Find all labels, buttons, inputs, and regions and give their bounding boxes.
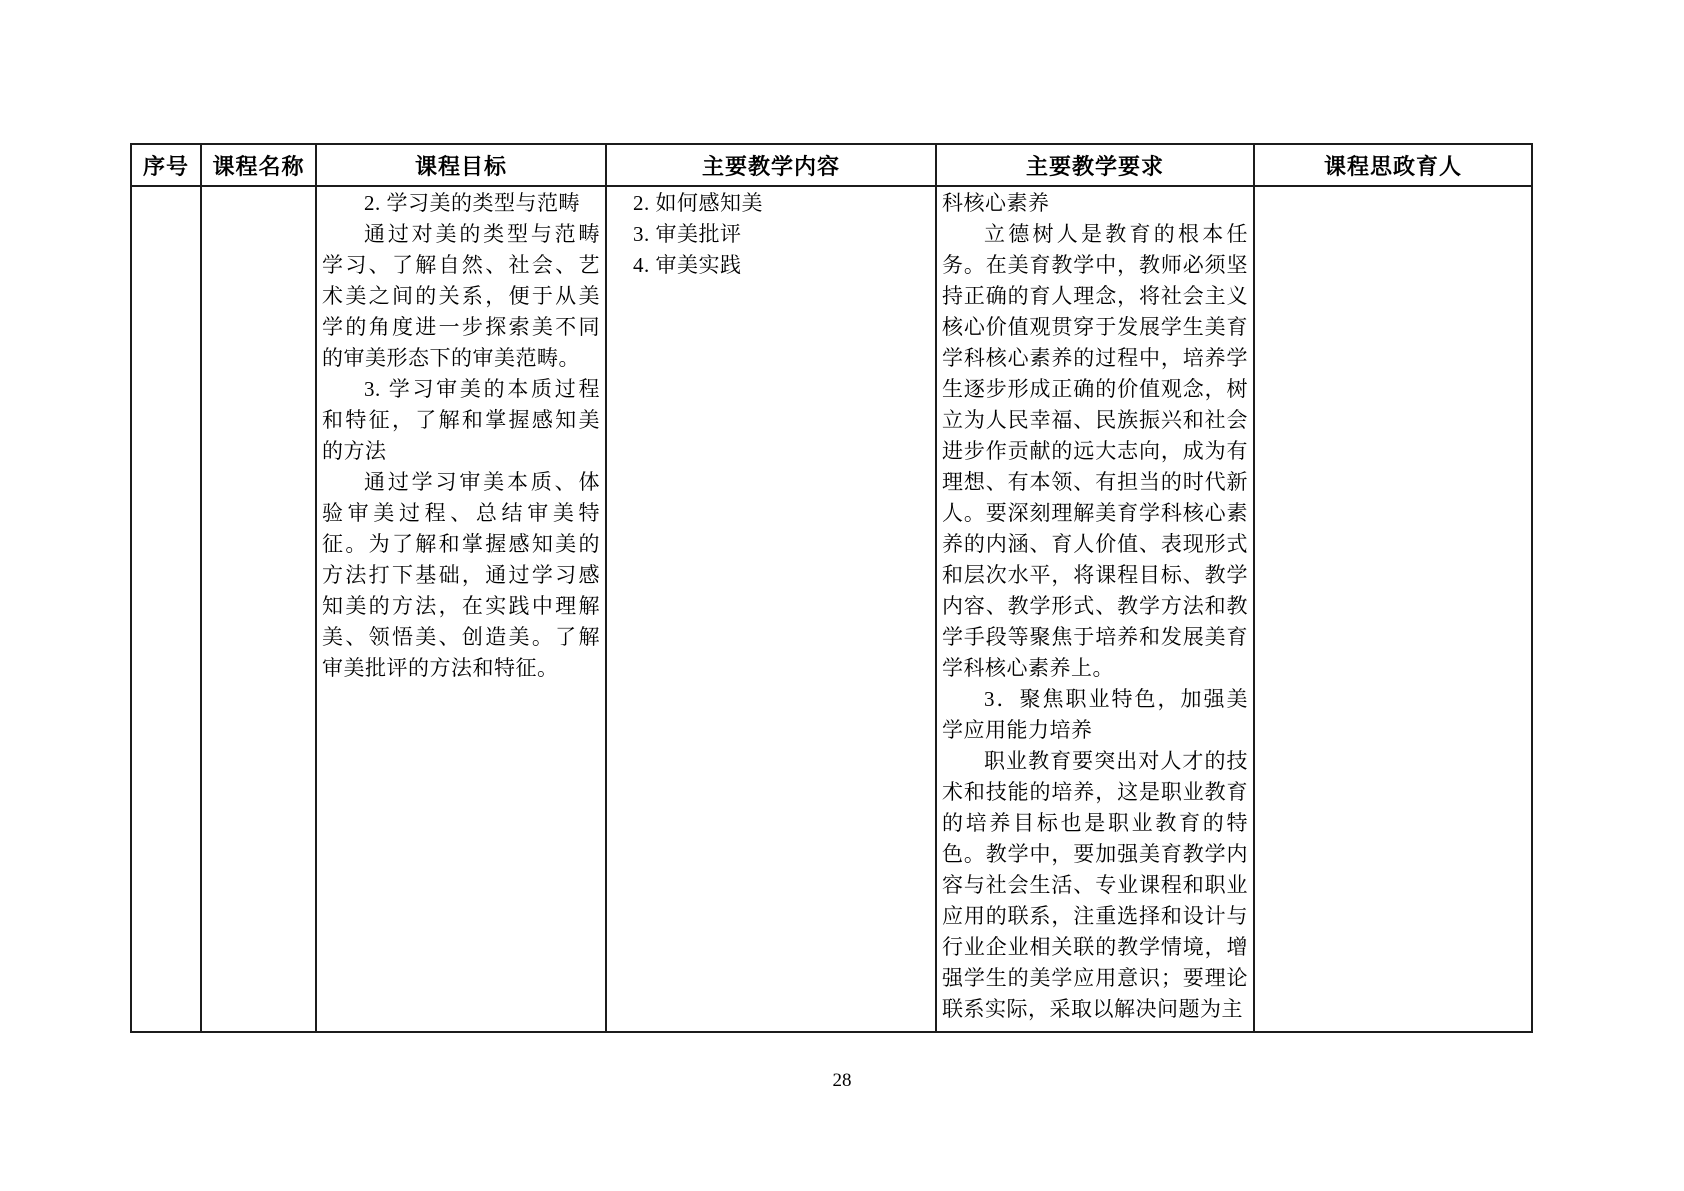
requirement-paragraph: 立德树人是教育的根本任务。在美育教学中，教师必须坚持正确的育人理念，将社会主义核心价值观贯穿于发展学生美育学科核心素养的过程中，培养学生逐步形成正确的价值观念，树立为人民幸福、民族振兴和社会进步作贡献的远大志向，成为有理想、有本领、有担当的时代新人。要深刻理解美育学科核心素养的内涵、育人价值、表现形式和层次水平，将课程目标、教学内容、教学形式、教学方法和教学手段等聚焦于培养和发展美育学科核心素养上。 (942, 222, 1248, 680)
header-course-objectives: 课程目标 (317, 145, 607, 187)
objective-heading: 3. 学习审美的本质过程和特征，了解和掌握感知美的方法 (322, 377, 600, 463)
requirement-paragraph: 职业教育要突出对人才的技术和技能的培养，这是职业教育的培养目标也是职业教育的特色。教学中，要加强美育教学内容与社会生活、专业课程和职业应用的联系，注重选择和设计与行业企业相关联的教学情境，增强学生的美学应用意识；要理论联系实际，采取以解决问题为主 (942, 749, 1248, 1021)
requirement-continuation-line: 科核心素养 (942, 191, 1050, 215)
header-course-name: 课程名称 (202, 145, 317, 187)
teaching-content-item: 4. 审美实践 (633, 253, 742, 277)
cell-teaching-requirements (937, 187, 1255, 1031)
objective-paragraph: 通过学习审美本质、体验审美过程、总结审美特征。为了解和掌握感知美的方法打下基础，通过学习感知美的方法，在实践中理解美、领悟美、创造美。了解审美批评的方法和特征。 (322, 470, 600, 680)
cell-course-name (202, 187, 317, 1031)
page-number: 28 (832, 1070, 852, 1091)
course-syllabus-table (130, 143, 1533, 1033)
teaching-content-item: 3. 审美批评 (633, 222, 742, 246)
cell-course-objectives (317, 187, 607, 1031)
header-seq: 序号 (132, 145, 202, 187)
objective-heading: 2. 学习美的类型与范畴 (364, 191, 580, 215)
header-teaching-requirements: 主要教学要求 (937, 145, 1255, 187)
teaching-content-item: 2. 如何感知美 (633, 191, 763, 215)
header-teaching-content: 主要教学内容 (607, 145, 937, 187)
cell-teaching-content (607, 187, 937, 1031)
cell-seq (132, 187, 202, 1031)
requirement-heading: 3．聚焦职业特色，加强美学应用能力培养 (942, 687, 1248, 742)
objective-paragraph: 通过对美的类型与范畴学习、了解自然、社会、艺术美之间的关系，便于从美学的角度进一步探索美不同的审美形态下的审美范畴。 (322, 222, 600, 370)
cell-ideology-education (1255, 187, 1531, 1031)
header-ideology-education: 课程思政育人 (1255, 145, 1531, 187)
